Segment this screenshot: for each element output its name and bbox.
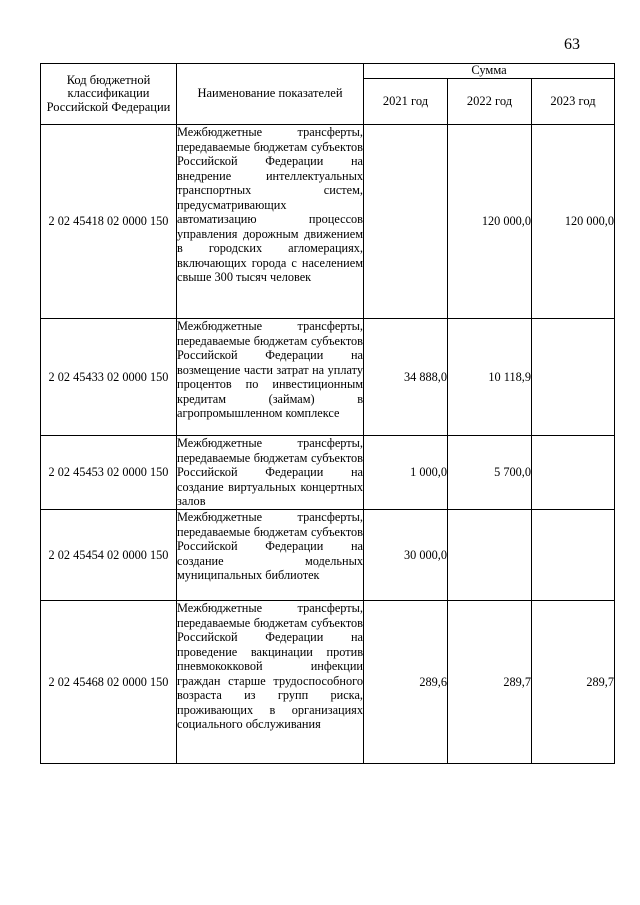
row-code: 2 02 45433 02 0000 150 [41,319,177,436]
table-row [41,125,615,319]
row-value-2023 [532,510,615,601]
page-number: 63 [564,36,580,53]
row-value-2023 [532,319,615,436]
row-value-2021: 30 000,0 [364,510,448,601]
row-value-2023: 120 000,0 [532,125,615,319]
row-name: Межбюджетные трансферты, передаваемые бюджетам субъектов Российской Федерации на проведение вакцинации против пневмококковой инфекции граждан старше трудоспособного возраста из групп риска, проживающих в организациях социального обслуживания [177,601,364,764]
row-code: 2 02 45454 02 0000 150 [41,510,177,601]
row-value-2021: 34 888,0 [364,319,448,436]
row-value-2022 [448,510,532,601]
table-row [41,601,615,764]
header-name: Наименование показателей [177,64,364,125]
table-row [41,436,615,510]
row-name: Межбюджетные трансферты, передаваемые бюджетам субъектов Российской Федерации на внедрение интеллектуальных транспортных систем, предусматривающих автоматизацию процессов управления дорожным движением в городских агломерациях, включающих города с населением свыше 300 тысяч человек [177,125,364,319]
row-code: 2 02 45468 02 0000 150 [41,601,177,764]
row-code: 2 02 45453 02 0000 150 [41,436,177,510]
header-code: Код бюджетной классификации Российской Федерации [41,64,177,125]
table-row [41,319,615,436]
row-value-2023 [532,436,615,510]
row-name: Межбюджетные трансферты, передаваемые бюджетам субъектов Российской Федерации на создание модельных муниципальных библиотек [177,510,364,601]
header-sum: Сумма [364,64,615,79]
row-code: 2 02 45418 02 0000 150 [41,125,177,319]
row-value-2022: 289,7 [448,601,532,764]
header-year-2023: 2023 год [532,79,615,125]
table-row [41,510,615,601]
row-name: Межбюджетные трансферты, передаваемые бюджетам субъектов Российской Федерации на возмещение части затрат на уплату процентов по инвестиционным кредитам (займам) в агропромышленном комплексе [177,319,364,436]
row-value-2021: 1 000,0 [364,436,448,510]
row-value-2022: 10 118,9 [448,319,532,436]
row-value-2022: 120 000,0 [448,125,532,319]
row-name: Межбюджетные трансферты, передаваемые бюджетам субъектов Российской Федерации на создание виртуальных концертных залов [177,436,363,508]
header-year-2022: 2022 год [448,79,532,125]
header-year-2021: 2021 год [364,79,448,125]
row-value-2021: 289,6 [364,601,448,764]
budget-table [40,63,615,764]
row-value-2021 [364,125,448,319]
row-value-2023: 289,7 [532,601,615,764]
row-value-2022: 5 700,0 [448,436,532,510]
